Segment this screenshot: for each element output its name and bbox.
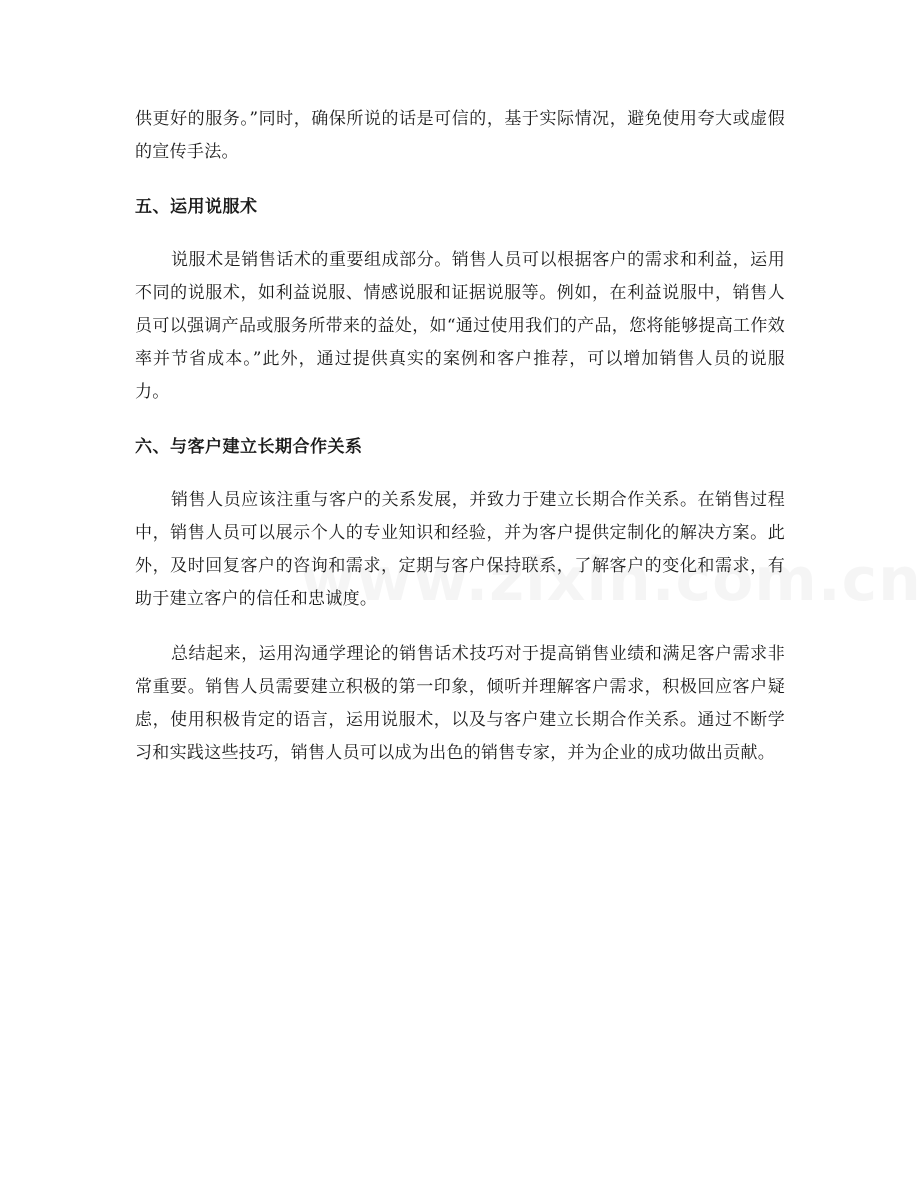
- section-6-paragraph: 销售人员应该注重与客户的关系发展，并致力于建立长期合作关系。在销售过程中，销售人员可以展示个人的专业知识和经验，并为客户提供定制化的解决方案。此外，及时回复客户的咨询和需求，定期与客户保持联系，了解客户的变化和需求，有助于建立客户的信任和忠诚度。: [135, 490, 785, 609]
- section-5-heading: 五、运用说服术: [135, 197, 258, 217]
- conclusion-paragraph: 总结起来，运用沟通学理论的销售话术技巧对于提高销售业绩和满足客户需求非常重要。销售人员需要建立积极的第一印象，倾听并理解客户需求，积极回应客户疑虑，使用积极肯定的语言，运用说服术，以及与客户建立长期合作关系。通过不断学习和实践这些技巧，销售人员可以成为出色的销售专家，并为企业的成功做出贡献。: [135, 644, 785, 763]
- intro-paragraph: 供更好的服务。”同时，确保所说的话是可信的，基于实际情况，避免使用夸大或虚假的宣传手法。: [135, 109, 785, 162]
- document-body: [135, 103, 785, 770]
- section-5-paragraph: 说服术是销售话术的重要组成部分。销售人员可以根据客户的需求和利益，运用不同的说服术，如利益说服、情感说服和证据说服等。例如，在利益说服中，销售人员可以强调产品或服务所带来的益处，如“通过使用我们的产品，您将能够提高工作效率并节省成本。”此外，通过提供真实的案例和客户推荐，可以增加销售人员的说服力。: [135, 250, 785, 402]
- section-6-heading: 六、与客户建立长期合作关系: [135, 437, 363, 457]
